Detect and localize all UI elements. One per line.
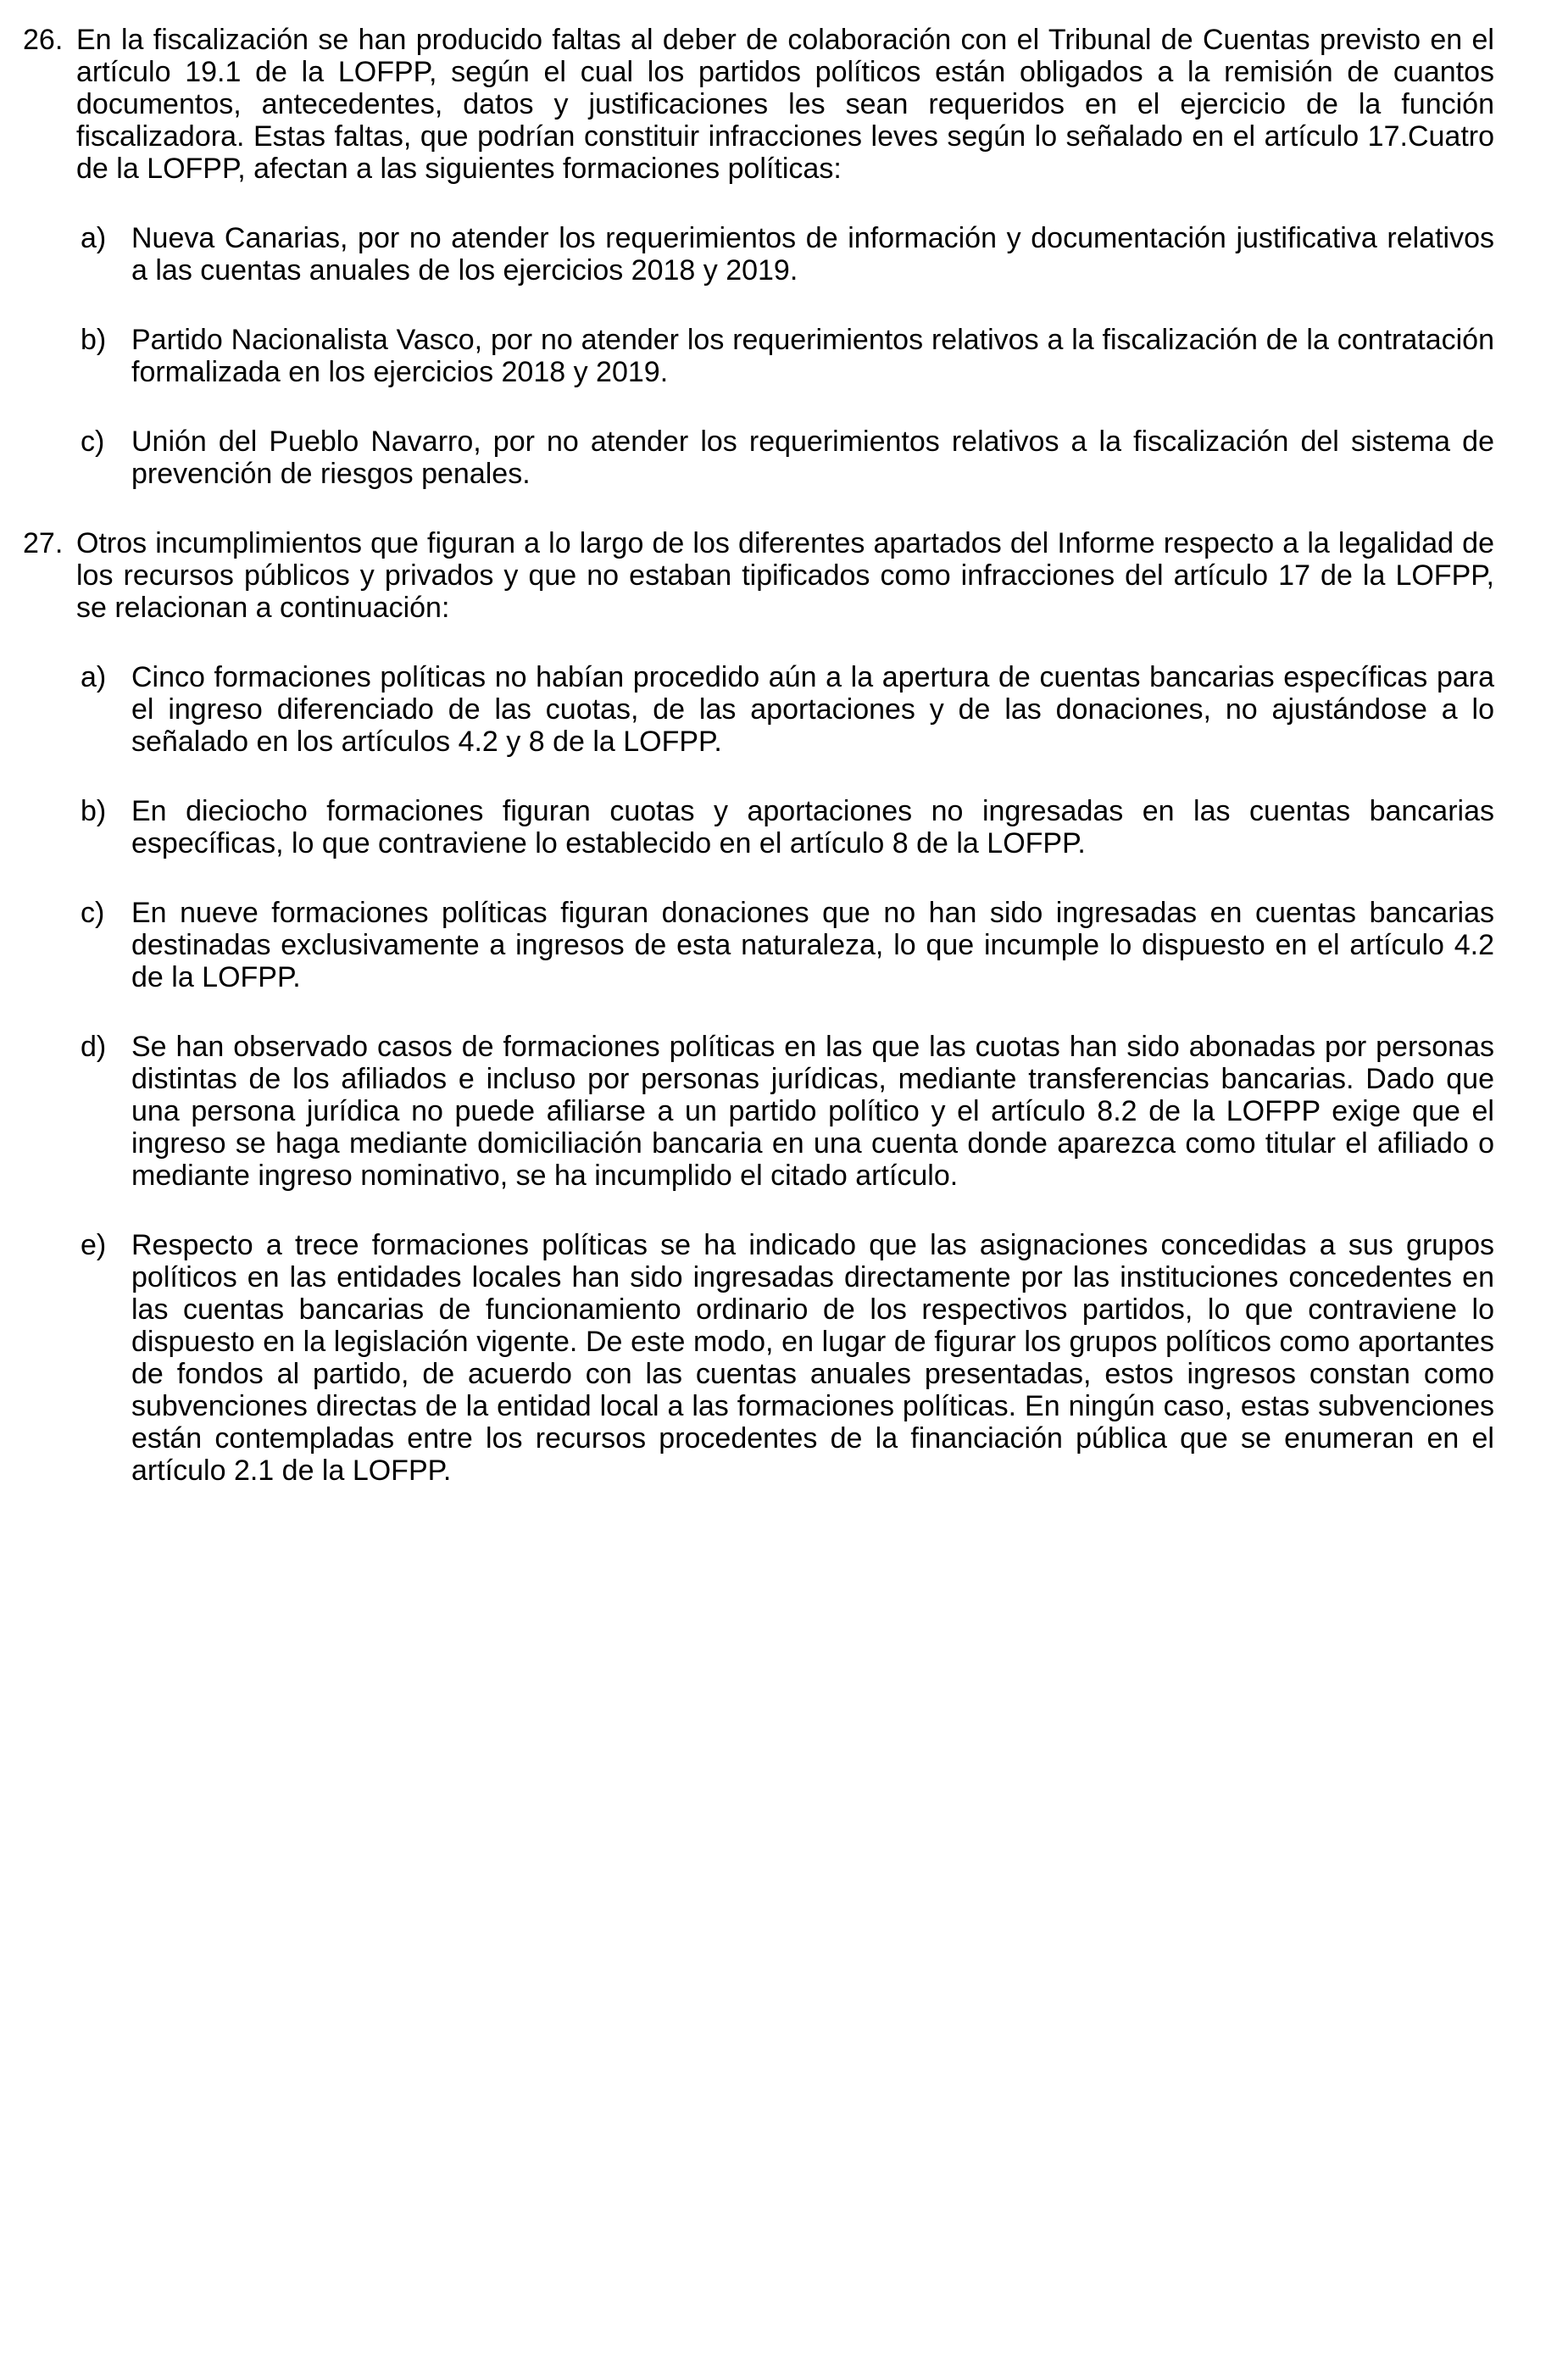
list-item-letter: b) — [81, 324, 107, 356]
paragraph-27 — [23, 527, 1494, 624]
paragraph-text: En la fiscalización se han producido faltas al deber de colaboración con el Tribunal de Cuentas previsto en el artículo 19.1 de la LOFPP, según el cual los partidos políticos están obligados a la remisión de cuantos documentos, antecedentes, datos y justificaciones les sean requeridos en el ejercicio de la función fiscalizadora. Estas faltas, que podrían constituir infracciones leves según lo señalado en el artículo 17.Cuatro de la LOFPP, afectan a las siguientes formaciones políticas: — [76, 24, 1494, 185]
list-item-27b — [23, 795, 1494, 859]
list-item-text: Cinco formaciones políticas no habían procedido aún a la apertura de cuentas bancarias específicas para el ingreso diferenciado de las cuotas, de las aportaciones y de las donaciones, no ajustándose a lo señalado en los artículos 4.2 y 8 de la LOFPP. — [131, 661, 1494, 758]
list-item-text: Se han observado casos de formaciones políticas en las que las cuotas han sido abonadas por personas distintas de los afiliados e incluso por personas jurídicas, mediante transferencias bancarias. Dado que una persona jurídica no puede afiliarse a un partido político y el artículo 8.2 de la LOFPP exige que el ingreso se haga mediante domiciliación bancaria en una cuenta donde aparezca como titular el afiliado o mediante ingreso nominativo, se ha incumplido el citado artículo. — [131, 1031, 1494, 1192]
paragraph-26 — [23, 24, 1494, 185]
list-item-27e — [23, 1229, 1494, 1487]
list-item-letter: c) — [81, 426, 105, 458]
paragraph-number: 27. — [23, 527, 64, 559]
list-item-text: En nueve formaciones políticas figuran donaciones que no han sido ingresadas en cuentas bancarias destinadas exclusivamente a ingresos de esta naturaleza, lo que incumple lo dispuesto en el artículo 4.2 de la LOFPP. — [131, 897, 1494, 993]
list-item-letter: c) — [81, 897, 105, 929]
list-item-27c — [23, 897, 1494, 993]
list-item-letter: e) — [81, 1229, 107, 1261]
list-item-text: En dieciocho formaciones figuran cuotas y aportaciones no ingresadas en las cuentas bancarias específicas, lo que contraviene lo establecido en el artículo 8 de la LOFPP. — [131, 795, 1494, 859]
list-item-letter: a) — [81, 222, 107, 254]
list-item-letter: d) — [81, 1031, 107, 1063]
list-item-26c — [23, 426, 1494, 490]
list-item-text: Nueva Canarias, por no atender los requerimientos de información y documentación justificativa relativos a las cuentas anuales de los ejercicios 2018 y 2019. — [131, 222, 1494, 286]
list-item-letter: a) — [81, 661, 107, 693]
list-item-26b — [23, 324, 1494, 388]
list-item-27a — [23, 661, 1494, 758]
list-item-text: Respecto a trece formaciones políticas se ha indicado que las asignaciones concedidas a sus grupos políticos en las entidades locales han sido ingresadas directamente por las instituciones concedentes en las cuentas bancarias de funcionamiento ordinario de los respectivos partidos, lo que contraviene lo dispuesto en la legislación vigente. De este modo, en lugar de figurar los grupos políticos como aportantes de fondos al partido, de acuerdo con las cuentas anuales presentadas, estos ingresos constan como subvenciones directas de la entidad local a las formaciones políticas. En ningún caso, estas subvenciones están contempladas entre los recursos procedentes de la financiación pública que se enumeran en el artículo 2.1 de la LOFPP. — [131, 1229, 1494, 1487]
paragraph-text: Otros incumplimientos que figuran a lo largo de los diferentes apartados del Informe respecto a la legalidad de los recursos públicos y privados y que no estaban tipificados como infracciones del artículo 17 de la LOFPP, se relacionan a continuación: — [76, 527, 1494, 624]
paragraph-number: 26. — [23, 24, 64, 56]
list-item-text: Partido Nacionalista Vasco, por no atender los requerimientos relativos a la fiscalización de la contratación formalizada en los ejercicios 2018 y 2019. — [131, 324, 1494, 388]
list-item-26a — [23, 222, 1494, 286]
list-item-letter: b) — [81, 795, 107, 827]
list-item-27d — [23, 1031, 1494, 1192]
list-item-text: Unión del Pueblo Navarro, por no atender los requerimientos relativos a la fiscalización del sistema de prevención de riesgos penales. — [131, 426, 1494, 490]
